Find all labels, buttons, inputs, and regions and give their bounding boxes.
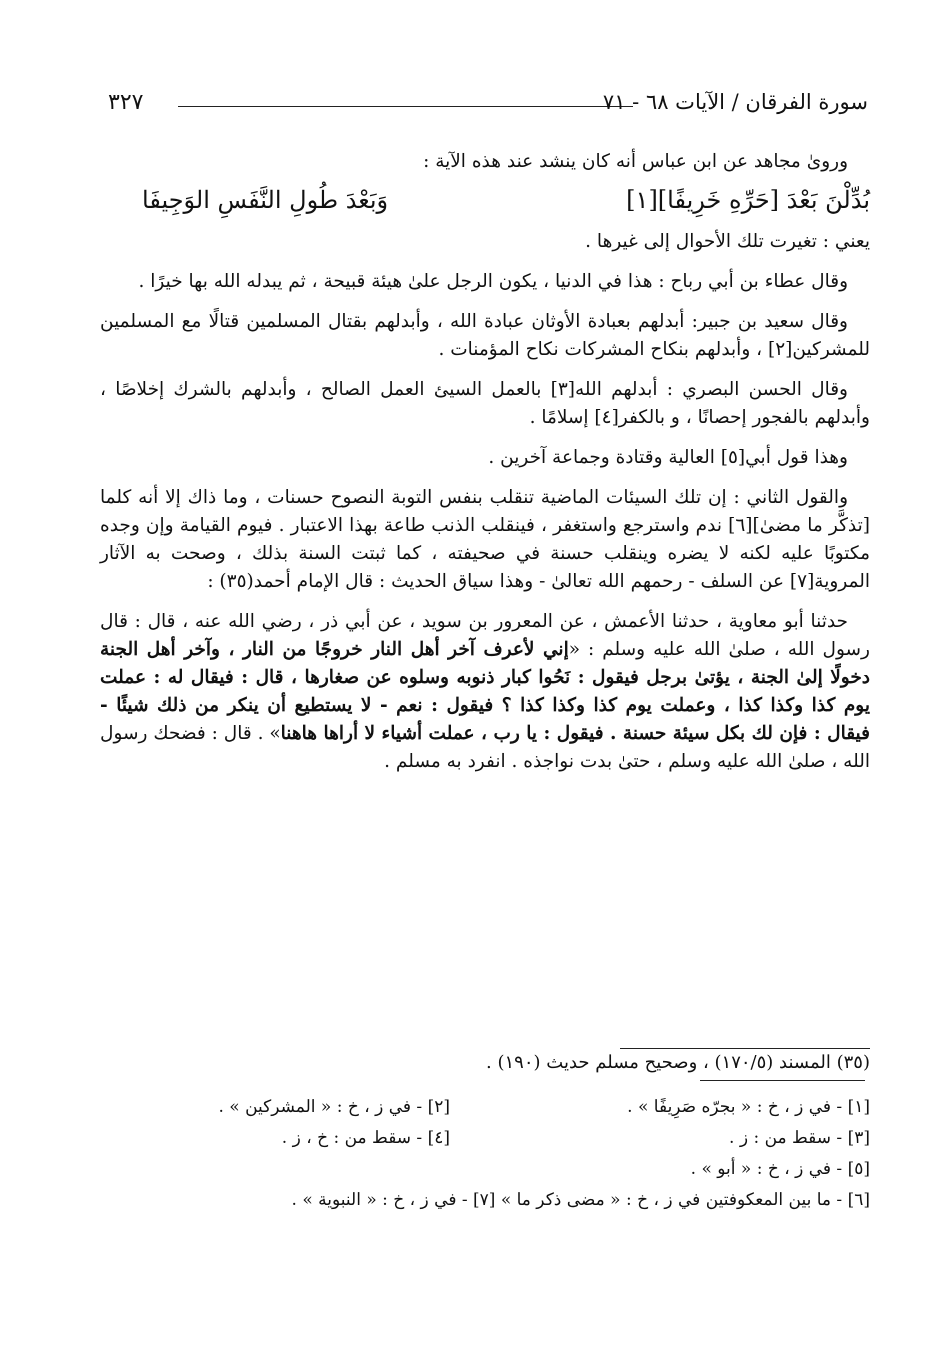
paragraph: وقال الحسن البصري : أبدلهم الله[٣] بالعمل السيئ العمل الصالح ، وأبدلهم بالشرك إخلاصًا ، وأبدلهم بالفجور إحصانًا ، و بالكفر[٤] إسلامًا . (100, 379, 870, 428)
notes-rule (700, 1080, 865, 1081)
note-item: [٦] - ما بين المعكوفتين في ز ، خ : « مضى ذكر ما » [٧] - في ز ، خ : « النبوية » . (291, 1190, 870, 1210)
main-text (100, 148, 870, 788)
verse-first-hemistich: بُدِّلْنَ بَعْدَ [حَرِّهِ خَرِيفًا][١] (626, 186, 870, 214)
note-item: [٣] - سقط من : ز . (729, 1128, 870, 1148)
notes-row (100, 1092, 870, 1123)
paragraph: والقول الثاني : إن تلك السيئات الماضية تنقلب بنفس التوبة النصوح حسنات ، وما ذاك إلا أنه كلما [تذكَّر ما مضىٰ][٦] ندم واسترجع واستغفر ، فينقلب الذنب طاعة بهذا الاعتبار . فيوم القيامة وإن وجده مكتوبًا عليه لكنه لا يضره وينقلب حسنة في صحيفته ، كما ثبتت السنة بذلك ، وصحت به الآثار المروية[٧] عن السلف - رحمهم الله تعالىٰ - وهذا سياق الحديث : قال الإمام أحمد(٣٥) : (100, 487, 870, 592)
note-item: [١] - في ز ، خ : « بجرّه صَرِيفًا » . (627, 1097, 870, 1117)
hadith-ending: » . قال : فضحك رسول الله ، صلىٰ الله عليه وسلم ، حتىٰ بدت نواجذه . انفرد به مسلم . (100, 723, 870, 772)
intro-line: وروىٰ مجاهد عن ابن عباس أنه كان ينشد عند هذه الآية : (423, 151, 848, 172)
page-header (108, 90, 868, 130)
poetry-verse (142, 186, 870, 222)
header-rule (178, 106, 633, 107)
verse-second-hemistich: وَبَعْدَ طُولِ النَّفَسِ الوَجِيفَا (142, 186, 389, 214)
page-number: ٣٢٧ (108, 90, 144, 115)
hadith-paragraph (100, 608, 870, 776)
notes-row (100, 1123, 870, 1154)
note-item: [٤] - سقط من : خ ، ز . (281, 1128, 450, 1148)
notes-row (100, 1154, 870, 1185)
critical-apparatus (100, 1092, 870, 1216)
footnote-rule (620, 1048, 870, 1049)
paragraph: يعني : تغيرت تلك الأحوال إلى غيرها . (585, 231, 870, 252)
running-title: سورة الفرقان / الآيات ٦٨ - ٧١ (602, 90, 868, 114)
paragraph: وهذا قول أبي[٥] العالية وقتادة وجماعة آخرين . (488, 447, 848, 468)
hadith-chain: حدثنا أبو معاوية ، حدثنا الأعمش ، عن المعرور بن سويد ، عن أبي ذر ، رضي الله عنه ، قال : قال رسول الله ، صلىٰ الله عليه وسلم : « (100, 611, 870, 660)
footnote-reference: (٣٥) المسند (١٧٠/٥) ، وصحيح مسلم حديث (١٩٠) . (486, 1052, 870, 1073)
paragraph: وقال سعيد بن جبير: أبدلهم بعبادة الأوثان عبادة الله ، وأبدلهم بقتال المسلمين قتالًا مع المسلمين للمشركين[٢] ، وأبدلهم بنكاح المشركات نكاح المؤمنات . (100, 311, 870, 360)
note-item: [٥] - في ز ، خ : « أبو » . (690, 1159, 870, 1179)
paragraph: وقال عطاء بن أبي رباح : هذا في الدنيا ، يكون الرجل علىٰ هيئة قبيحة ، ثم يبدله الله بها خيرًا . (138, 271, 848, 292)
hadith-text: إني لأعرف آخر أهل النار خروجًا من النار ، وآخر أهل الجنة دخولًا إلىٰ الجنة ، يؤتىٰ برجل فيقول : نَحُوا كبار ذنوبه وسلوه عن صغارها ، قال : فيقال له : عملت يوم كذا وكذا كذا ، وعملت يوم كذا وكذا كذا ؟ فيقول : نعم - لا يستطيع أن ينكر من ذلك شيئًا - فيقال : فإن لك بكل سيئة حسنة . فيقول : يا رب ، عملت أشياء لا أراها هاهنا (100, 639, 870, 744)
notes-row (100, 1185, 870, 1216)
note-item: [٢] - في ز ، خ : « المشركين » . (218, 1097, 450, 1117)
